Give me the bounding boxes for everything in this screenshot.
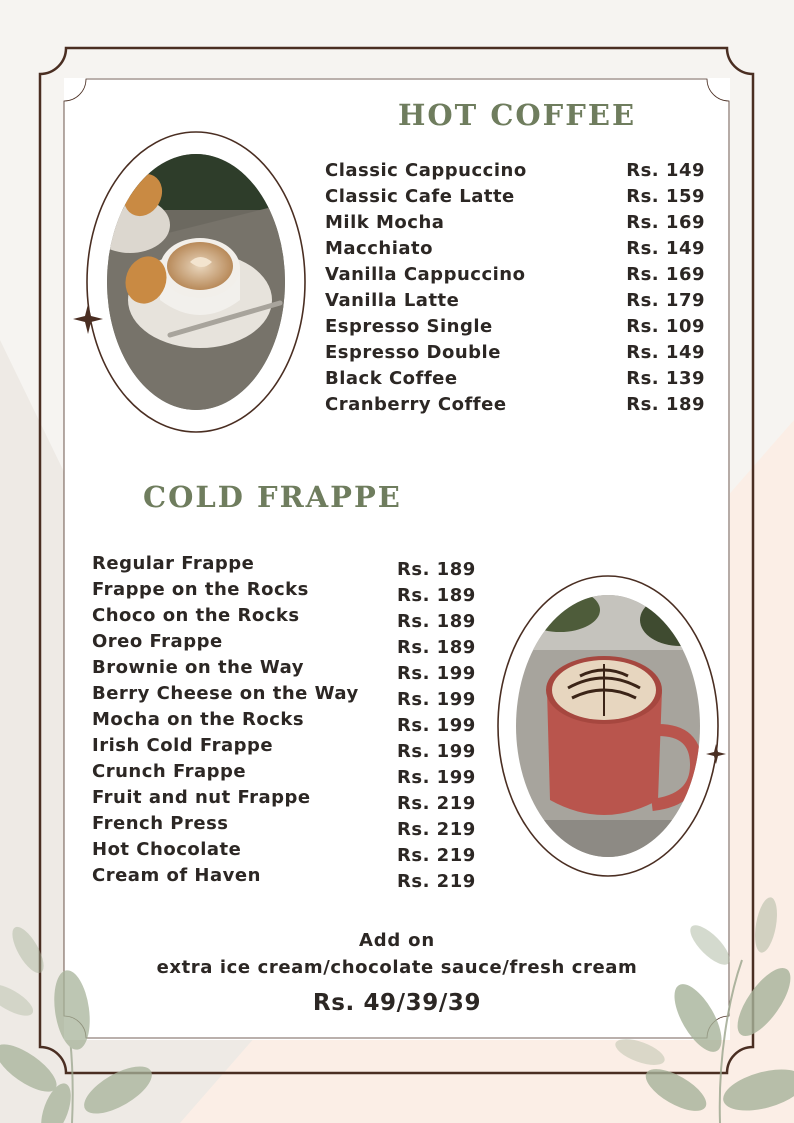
list-item <box>325 235 705 261</box>
item-name: Crunch Frappe <box>92 761 247 782</box>
item-name: Berry Cheese on the Way <box>92 683 359 704</box>
item-price: Rs. 149 <box>626 159 705 181</box>
item-name: French Press <box>92 813 229 834</box>
item-price: Rs. 139 <box>626 367 705 389</box>
item-price: Rs. 149 <box>626 341 705 363</box>
item-price: Rs. 199 <box>397 663 476 684</box>
four-point-star-icon <box>706 744 726 764</box>
item-price: Rs. 199 <box>397 741 476 762</box>
item-price: Rs. 109 <box>626 315 705 337</box>
item-name: Vanilla Cappuccino <box>325 263 526 285</box>
cold-frappe-title: COLD FRAPPE <box>143 480 402 514</box>
item-name: Black Coffee <box>325 367 458 389</box>
item-name: Espresso Double <box>325 341 501 363</box>
item-name: Cranberry Coffee <box>325 393 507 415</box>
item-name: Brownie on the Way <box>92 657 304 678</box>
item-name: Irish Cold Frappe <box>92 735 274 756</box>
item-price: Rs. 189 <box>397 637 476 658</box>
item-price: Rs. 219 <box>397 793 476 814</box>
item-price: Rs. 179 <box>626 289 705 311</box>
item-name: Classic Cafe Latte <box>325 185 515 207</box>
list-item <box>325 365 705 391</box>
addon-price: Rs. 49/39/39 <box>312 990 482 1016</box>
item-name: Milk Mocha <box>325 211 445 233</box>
list-item <box>325 209 705 235</box>
addon-items: extra ice cream/chocolate sauce/fresh cream <box>156 957 638 978</box>
list-item <box>325 313 705 339</box>
item-price: Rs. 219 <box>397 845 476 866</box>
item-name: Regular Frappe <box>92 553 255 574</box>
item-price: Rs. 219 <box>397 819 476 840</box>
item-name: Vanilla Latte <box>325 289 460 311</box>
item-name: Macchiato <box>325 237 433 259</box>
list-item <box>325 157 705 183</box>
item-price: Rs. 219 <box>397 871 476 892</box>
item-name: Mocha on the Rocks <box>92 709 305 730</box>
item-name: Frappe on the Rocks <box>92 579 309 600</box>
hot-coffee-list <box>325 157 705 417</box>
item-name: Classic Cappuccino <box>325 159 527 181</box>
item-name: Oreo Frappe <box>92 631 223 652</box>
item-price: Rs. 189 <box>397 559 476 580</box>
list-item <box>325 339 705 365</box>
item-price: Rs. 189 <box>397 585 476 606</box>
list-item <box>325 287 705 313</box>
item-price: Rs. 199 <box>397 689 476 710</box>
list-item <box>325 391 705 417</box>
item-price: Rs. 159 <box>626 185 705 207</box>
cold-frappe-names <box>92 551 382 889</box>
cold-frappe-prices <box>397 557 477 895</box>
item-price: Rs. 189 <box>626 393 705 415</box>
hot-coffee-title: HOT COFFEE <box>398 98 637 132</box>
item-price: Rs. 199 <box>397 767 476 788</box>
item-price: Rs. 189 <box>397 611 476 632</box>
list-item <box>325 261 705 287</box>
item-name: Espresso Single <box>325 315 493 337</box>
addon-title: Add on <box>359 930 435 951</box>
item-price: Rs. 199 <box>397 715 476 736</box>
item-name: Fruit and nut Frappe <box>92 787 311 808</box>
item-price: Rs. 169 <box>626 211 705 233</box>
item-name: Hot Chocolate <box>92 839 242 860</box>
item-price: Rs. 169 <box>626 263 705 285</box>
list-item <box>325 183 705 209</box>
item-name: Choco on the Rocks <box>92 605 300 626</box>
item-name: Cream of Haven <box>92 865 261 886</box>
item-price: Rs. 149 <box>626 237 705 259</box>
